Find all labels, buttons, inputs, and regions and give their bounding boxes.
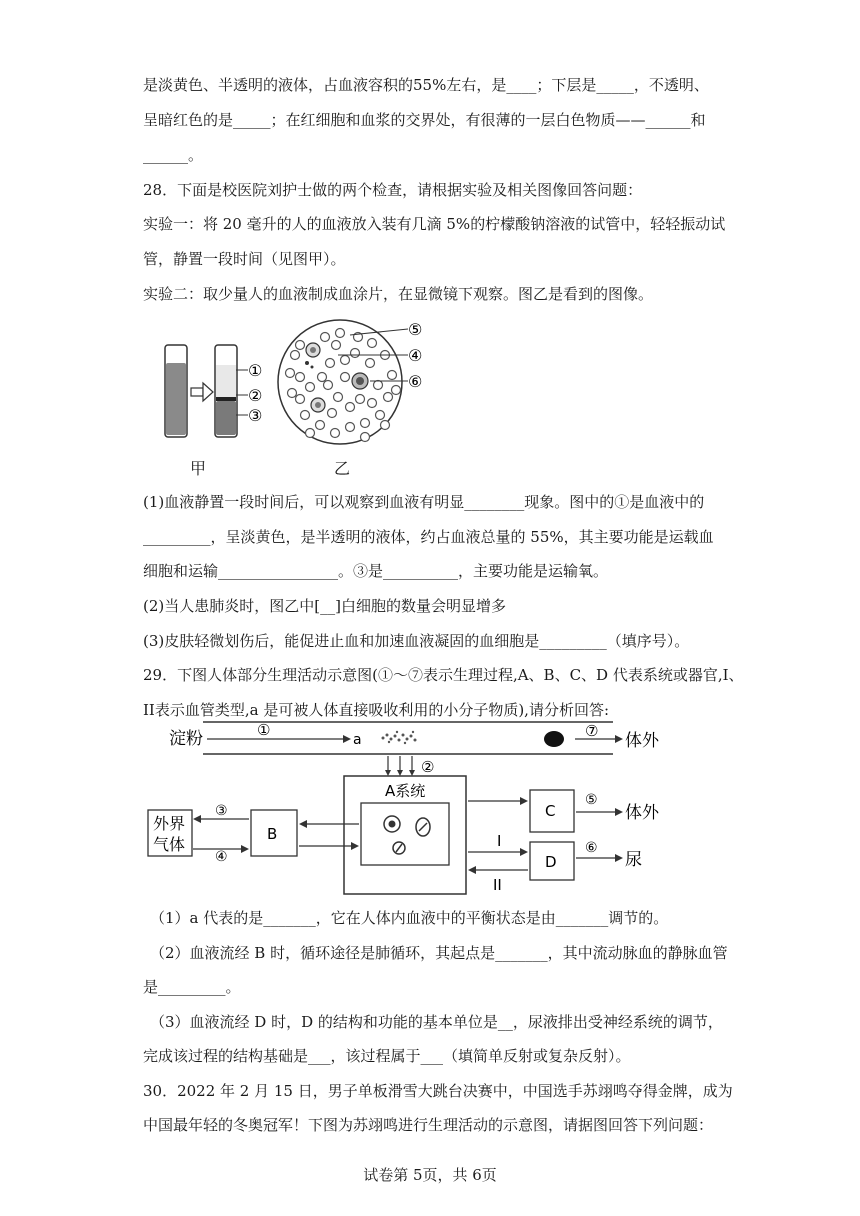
text-line: 实验一：将 20 毫升的人的血液放入装有几滴 5%的柠檬酸钠溶液的试管中，轻轻振动试: [143, 215, 726, 233]
red-blood-cell-icon: [336, 329, 345, 338]
red-blood-cell-icon: [368, 339, 377, 348]
urine-label: 尿: [625, 850, 642, 870]
step-3: ③: [215, 803, 228, 819]
physiology-diagram: [145, 718, 675, 900]
outside-c: 体外: [625, 803, 659, 823]
vessel-1: I: [497, 832, 502, 850]
text-line: （2）血液流经 B 时，循环途径是肺循环，其起点是_______，其中流动脉血的静脉血管: [150, 944, 728, 962]
red-blood-cell-icon: [346, 403, 355, 412]
step-6: ⑥: [585, 840, 598, 856]
red-blood-cell-icon: [296, 395, 305, 404]
text-line: (2)当人患肺炎时，图乙中[__]白细胞的数量会明显增多: [143, 597, 506, 615]
label-1: ①: [248, 361, 263, 380]
text-line: （1）a 代表的是_______，它在人体内血液中的平衡状态是由_______调节的。: [150, 909, 669, 927]
red-blood-cell-icon: [328, 409, 337, 418]
step-4: ④: [215, 849, 228, 865]
red-blood-cell-icon: [326, 359, 335, 368]
red-blood-cell-icon: [392, 386, 401, 395]
text-line: (1)血液静置一段时间后，可以观察到血液有明显________现象。图中的①是血液中的: [143, 493, 705, 511]
text-line: 完成该过程的结构基础是___，该过程属于___（填简单反射或复杂反射）。: [143, 1047, 631, 1065]
villi-icon: [382, 731, 417, 744]
red-blood-cell-icon: [301, 411, 310, 420]
text-line: 呈暗红色的是_____；在红细胞和血浆的交界处，有很薄的一层白色物质——______和: [143, 111, 706, 129]
label-3: ③: [248, 406, 263, 425]
a-label: a: [353, 732, 362, 748]
text-line: _________，呈淡黄色，是半透明的液体，约占血液总量的 55%，其主要功能是运载血: [143, 528, 714, 546]
red-blood-cell-icon: [291, 351, 300, 360]
red-blood-cell-icon: [356, 395, 365, 404]
text-line: 实验二：取少量人的血液制成血涂片，在显微镜下观察。图乙是看到的图像。: [143, 285, 654, 303]
red-blood-cell-icon: [334, 393, 343, 402]
red-blood-cell-icon: [361, 433, 370, 442]
label-2: ②: [248, 386, 263, 405]
outside-top: 体外: [625, 731, 659, 751]
step-5: ⑤: [585, 792, 598, 808]
red-blood-cell-icon: [286, 369, 295, 378]
test-tube-before: [165, 345, 187, 437]
text-line: 30．2022 年 2 月 15 日，男子单板滑雪大跳台决赛中，中国选手苏翊鸣夺得金牌，成为: [143, 1082, 733, 1100]
vessel-2: II: [493, 876, 502, 894]
step-7: ⑦: [585, 722, 599, 740]
red-blood-cell-icon: [321, 333, 330, 342]
outside-air-1: 外界: [153, 814, 186, 833]
feces-icon: [544, 731, 564, 747]
step-2: ②: [421, 758, 435, 776]
outside-air-2: 气体: [153, 835, 186, 854]
red-blood-cell-icon: [368, 399, 377, 408]
label-5: ⑤: [408, 320, 423, 339]
a-system-label: A系统: [385, 782, 426, 800]
red-blood-cell-icon: [332, 341, 341, 350]
red-blood-cell-icon: [381, 421, 390, 430]
red-blood-cell-icon: [324, 381, 333, 390]
text-line: ______。: [143, 146, 204, 164]
d-label: D: [545, 853, 557, 871]
red-blood-cell-icon: [366, 359, 375, 368]
blood-cell-icons: [384, 816, 430, 854]
text-line: 细胞和运输________________。③是__________，主要功能是运输氧。: [143, 562, 609, 580]
label-4: ④: [408, 346, 423, 365]
red-blood-cell-icon: [306, 429, 315, 438]
figure-caption-jia: 甲: [190, 459, 207, 478]
red-blood-cell-icon: [306, 383, 315, 392]
text-line: 是淡黄色、半透明的液体，占血液容积的55%左右，是____；下层是_____，不透明、: [143, 76, 709, 94]
figure-caption-yi: 乙: [334, 459, 351, 478]
c-label: C: [545, 802, 556, 820]
text-line: (3)皮肤轻微划伤后，能促进止血和加速血液凝固的血细胞是_________（填序号）。: [143, 632, 690, 650]
starch-label: 淀粉: [169, 729, 203, 749]
red-blood-cell-icon: [374, 381, 383, 390]
red-blood-cell-icon: [316, 421, 325, 430]
red-blood-cell-icon: [341, 373, 350, 382]
red-blood-cell-icon: [318, 373, 327, 382]
red-blood-cell-icon: [288, 389, 297, 398]
test-tube-after: [215, 345, 248, 437]
red-blood-cell-icon: [296, 341, 305, 350]
red-blood-cell-icon: [346, 423, 355, 432]
red-blood-cell-icon: [296, 373, 305, 382]
microscope-view: [278, 320, 408, 444]
red-blood-cell-icon: [331, 429, 340, 438]
text-line: 29．下图人体部分生理活动示意图(①～⑦表示生理过程,A、B、C、D 代表系统或器官,I、: [143, 666, 744, 684]
red-blood-cell-icon: [351, 349, 360, 358]
text-line: 管，静置一段时间（见图甲）。: [143, 250, 346, 268]
red-blood-cell-icon: [376, 411, 385, 420]
red-blood-cell-icon: [388, 371, 397, 380]
arrow-icon: [191, 383, 213, 401]
text-line: 中国最年轻的冬奥冠军！下图为苏翊鸣进行生理活动的示意图，请据图回答下列问题：: [143, 1116, 714, 1134]
text-line: 是_________。: [143, 978, 241, 996]
red-blood-cell-icon: [341, 356, 350, 365]
red-blood-cell-icon: [384, 393, 393, 402]
b-label: B: [267, 825, 278, 843]
red-blood-cell-icon: [361, 419, 370, 428]
text-line: 28．下面是校医院刘护士做的两个检查，请根据实验及相关图像回答问题：: [143, 181, 643, 199]
label-6: ⑥: [408, 372, 423, 391]
page-footer: 试卷第 5页，共 6页: [363, 1166, 497, 1184]
step-1: ①: [257, 721, 271, 739]
text-line: II表示血管类型,a 是可被人体直接吸收利用的小分子物质),请分析回答:: [143, 701, 610, 719]
text-line: （3）血液流经 D 时，D 的结构和功能的基本单位是__，尿液排出受神经系统的调节，: [150, 1013, 723, 1031]
